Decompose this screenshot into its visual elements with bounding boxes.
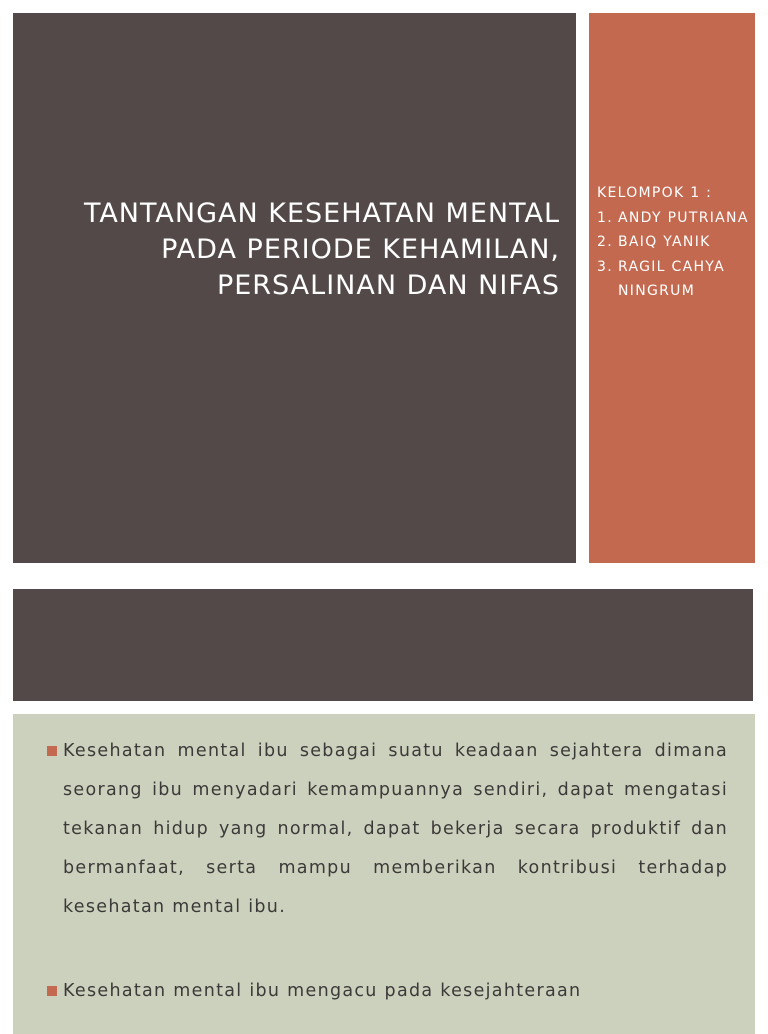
slide-title: [20, 196, 560, 304]
content-panel: [13, 714, 755, 1034]
member-item: [597, 255, 753, 304]
group-info: [597, 181, 753, 304]
slide-title-line: PADA PERIODE KEHAMILAN,: [161, 234, 560, 265]
section-banner: [13, 589, 753, 701]
member-number: 3.: [597, 258, 613, 275]
group-heading: KELOMPOK 1 :: [597, 185, 713, 201]
title-panel: [13, 13, 576, 563]
bullet-item: [63, 972, 728, 1011]
member-item: [597, 206, 753, 231]
member-number: 2.: [597, 234, 613, 250]
member-list: [597, 206, 753, 304]
member-name: ANDY PUTRIANA: [618, 209, 749, 226]
member-number: 1.: [597, 209, 613, 226]
bullet-text: Kesehatan mental ibu mengacu pada kesejahteraan: [63, 981, 582, 1001]
group-panel: [589, 13, 755, 563]
square-bullet-icon: [47, 746, 57, 756]
member-name: RAGIL CAHYA NINGRUM: [618, 258, 725, 299]
member-name: BAIQ YANIK: [618, 234, 711, 250]
slide-title-line: TANTANGAN KESEHATAN MENTAL: [83, 198, 560, 229]
square-bullet-icon: [47, 986, 57, 996]
bullet-text: Kesehatan mental ibu sebagai suatu keadaan sejahtera dimana seorang ibu menyadari kemampuannya sendiri, dapat mengatasi tekanan hidup yang normal, dapat bekerja secara produktif dan bermanfaat, serta mampu memberikan kontribusi terhadap kesehatan mental ibu.: [63, 741, 728, 917]
bullet-item: [63, 732, 728, 927]
slide-title-line: PERSALINAN DAN NIFAS: [216, 270, 560, 301]
member-item: [597, 230, 753, 255]
